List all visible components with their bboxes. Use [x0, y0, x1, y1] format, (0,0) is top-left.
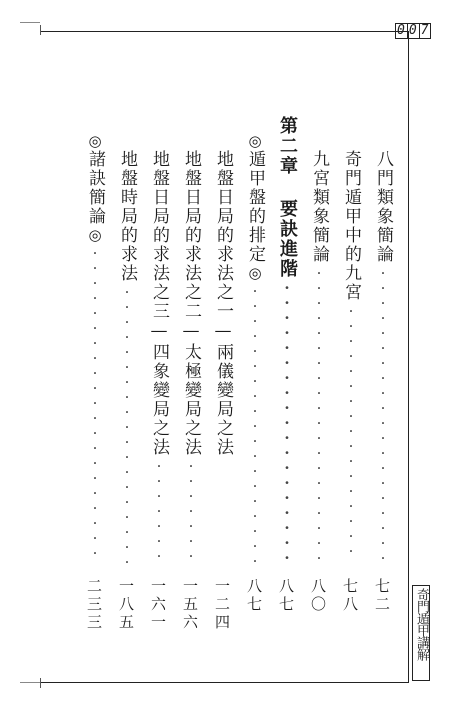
leader-dots: ·····················: [86, 244, 104, 559]
toc-entry-page: 一八五: [117, 578, 135, 632]
page-number-digit: 7: [420, 23, 430, 38]
toc-entry-title: 八門類象簡論: [373, 150, 393, 264]
toc-entry-page: 一六一: [149, 578, 167, 632]
leader-dots: ···················: [246, 282, 264, 567]
toc-chapter[interactable]: [276, 116, 298, 564]
leader-dots: ···················: [118, 283, 136, 568]
toc-chapter-title: 第二章 要訣進階: [277, 116, 298, 279]
toc-entry[interactable]: [372, 150, 394, 564]
corner-tick-bottom: [40, 678, 41, 688]
toc-entry-title: 諸訣簡論: [85, 150, 105, 226]
right-margin-rule: [408, 31, 409, 683]
leader-dots: ·······: [150, 457, 168, 562]
toc-entry[interactable]: [244, 132, 266, 567]
toc-entry-title: 九宮類象簡論: [309, 150, 329, 264]
toc-entry[interactable]: [340, 150, 362, 557]
page-number-digit: 0: [397, 23, 406, 38]
toc-entry-page: 八〇: [309, 578, 327, 614]
corner-tick-top: [40, 25, 41, 35]
toc-entry-title: 地盤日局的求法之三—四象變局之法: [149, 150, 169, 457]
toc-entry[interactable]: [308, 150, 330, 564]
leader-dots: ·················: [342, 302, 360, 557]
toc-entry-page: 七八: [341, 578, 359, 614]
toc-entry-page: 一二四: [213, 578, 231, 632]
leader-dots: ·······: [182, 457, 200, 562]
leader-dots: ····················: [374, 264, 392, 564]
page-number: [396, 23, 431, 39]
toc-entry-page: 八七: [245, 578, 263, 614]
top-rule: [40, 31, 408, 32]
toc-entry[interactable]: [180, 150, 202, 562]
toc-entry-title: 奇門遁甲中的九宮: [341, 150, 361, 302]
toc-entry-page: 二三三: [85, 578, 103, 632]
toc-entry-page: 八七: [277, 578, 295, 614]
bottom-rule: [40, 682, 408, 683]
toc-entry-page: 一五六: [181, 578, 199, 632]
toc-entry[interactable]: [212, 150, 234, 457]
circle-mark-icon: ◎: [86, 132, 104, 150]
toc-entry-title: 遁甲盤的排定: [245, 150, 265, 264]
book-title-box: [412, 585, 430, 681]
toc-entry[interactable]: [116, 150, 138, 568]
toc-entry-title: 地盤時局的求法: [117, 150, 137, 283]
toc-entry-title: 地盤日局的求法之一—兩儀變局之法: [213, 150, 233, 457]
circle-mark-icon: ◎: [86, 226, 104, 244]
left-top-rule: [20, 22, 40, 23]
left-bottom-rule: [20, 682, 40, 683]
toc-entry[interactable]: [148, 150, 170, 562]
toc-entry-title: 地盤日局的求法之二—太極變局之法: [181, 150, 201, 457]
book-title: 奇門遁甲講解: [414, 588, 429, 660]
leader-dots: ···················: [278, 279, 296, 564]
page-number-digit: 0: [408, 23, 418, 38]
circle-mark-icon: ◎: [246, 132, 264, 150]
toc-entry-page: 七二: [373, 578, 391, 614]
circle-mark-icon: ◎: [246, 264, 264, 282]
toc-entry[interactable]: [84, 132, 106, 559]
leader-dots: ····················: [310, 264, 328, 564]
